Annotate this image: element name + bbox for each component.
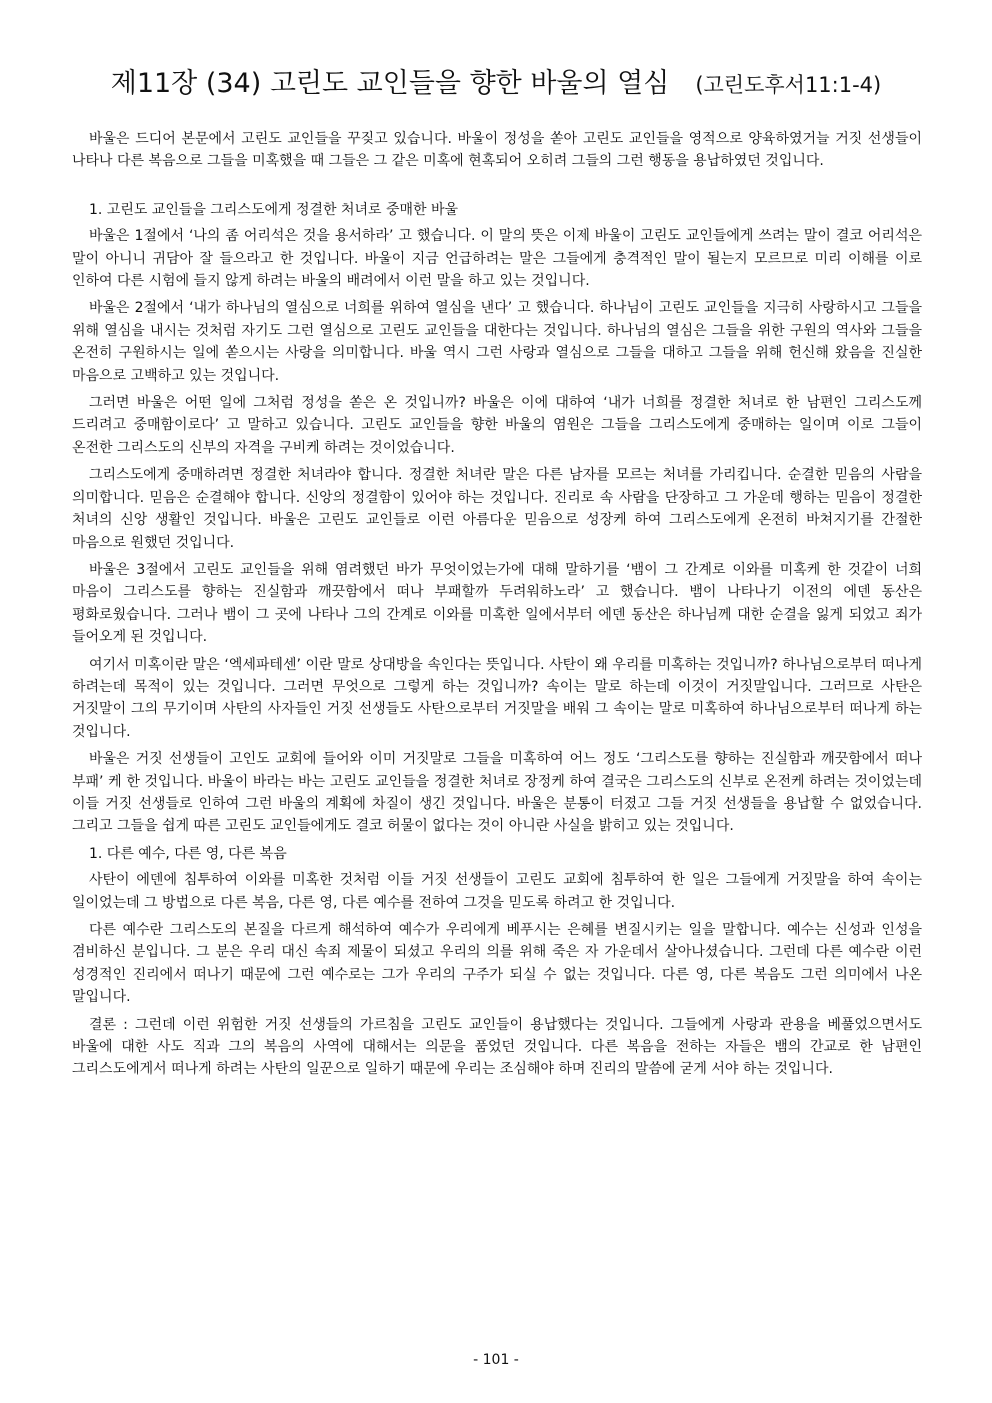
body-paragraph: 그러면 바울은 어떤 일에 그처럼 정성을 쏟은 온 것입니까? 바울은 이에 대하여 ‘내가 너희를 정결한 처녀로 한 남편인 그리스도께 드리려고 중매함이로다’ 고 말하고 있습니다. 고린도 교인들을 향한 바울의 염원은 그들을 그리스도에게 중매하는 일이며 이로 그들이 온전한 그리스도의 신부의 자격을 구비케 하려는 것이었습니다. [72,395,922,456]
section-2-heading: 1. 다른 예수, 다른 영, 다른 복음 [89,845,287,862]
scripture-reference: (고린도후서11:1-4) [695,73,882,97]
intro-paragraph: 바울은 드디어 본문에서 고린도 교인들을 꾸짖고 있습니다. 바울이 정성을 쏟아 고린도 교인들을 영적으로 양육하였거늘 거짓 선생들이 나타나 다른 복음으로 그들을 미혹했을 때 그들은 그 같은 미혹에 현혹되어 오히려 그들의 그런 행동을 용납하였던 것입니다. [72,131,922,170]
page-title [0,64,992,105]
document-body [72,128,922,1086]
body-paragraph: 여기서 미혹이란 말은 ‘엑세파테센’ 이란 말로 상대방을 속인다는 뜻입니다. 사탄이 왜 우리를 미혹하는 것입니까? 하나님으로부터 떠나게 하려는데 목적이 있는 것입니다. 그러면 무엇으로 그렇게 하는 것입니까? 속이는 말로 하는데 이것이 거짓말입니다. 그러므로 사탄은 거짓말이 그의 무기이며 사탄의 사자들인 거짓 선생들도 사탄으로부터 거짓말을 배워 그 속이는 말로 미혹하여 하나님으로부터 떠나게 하는 것입니다. [72,656,922,740]
body-paragraph: 그리스도에게 중매하려면 정결한 처녀라야 합니다. 정결한 처녀란 말은 다른 남자를 모르는 처녀를 가리킵니다. 순결한 믿음의 사람을 의미합니다. 믿음은 순결해야 합니다. 신앙의 정결함이 있어야 하는 것입니다. 진리로 속 사람을 단장하고 그 가운데 행하는 믿음이 정결한 처녀의 신앙 생활인 것입니다. 바울은 고린도 교인들로 이런 아름다운 믿음으로 성장케 하여 그리스도에게 온전히 바쳐지기를 간절한 마음으로 원했던 것입니다. [72,467,922,551]
chapter-title: 제11장 (34) 고린도 교인들을 향한 바울의 열심 [110,68,670,99]
section-1-heading: 1. 고린도 교인들을 그리스도에게 정결한 처녀로 중매한 바울 [89,201,459,218]
body-paragraph: 바울은 1절에서 ‘나의 좀 어리석은 것을 용서하라’ 고 했습니다. 이 말의 뜻은 이제 바울이 고린도 교인들에게 쓰려는 말이 결코 어리석은 말이 아니니 귀담아 잘 들으라고 한 것입니다. 바울이 지금 언급하려는 말은 그들에게 충격적인 말이 될는지 모르므로 미리 이해를 이로 인하여 다른 시험에 들지 않게 하려는 바울의 배려에서 이런 말을 하고 있는 것입니다. [72,228,922,290]
body-paragraph: 바울은 거짓 선생들이 고인도 교회에 들어와 이미 거짓말로 그들을 미혹하여 어느 정도 ‘그리스도를 향하는 진실함과 깨끗함에서 떠나 부패’ 케 한 것입니다. 바울이 바라는 바는 고린도 교인들을 정결한 처녀로 장정케 하여 결국은 그리스도의 신부로 온전케 하려는 것이었는데 이들 거짓 선생들로 인하여 그런 바울의 계획에 차질이 생긴 것입니다. 바울은 분통이 터졌고 그들 거짓 선생들을 용납할 수 없었습니다. 그리고 그들을 쉽게 따른 고린도 교인들에게도 결코 허물이 없다는 것이 아니란 사실을 밝히고 있는 것입니다. [72,751,922,835]
body-paragraph: 사탄이 에덴에 침투하여 이와를 미혹한 것처럼 이들 거짓 선생들이 고린도 교회에 침투하여 한 일은 그들에게 거짓말을 하여 속이는 일이었는데 그 방법으로 다른 복음, 다른 영, 다른 예수를 전하여 그것을 믿도록 하려고 한 것입니다. [72,872,922,911]
conclusion-paragraph: 결론 : 그런데 이런 위험한 거짓 선생들의 가르침을 고린도 교인들이 용납했다는 것입니다. 그들에게 사랑과 관용을 베풀었으면서도 바울에 대한 사도 직과 그의 복음의 사역에 대해서는 의문을 품었던 것입니다. 다른 복음을 전하는 자들은 뱀의 간교로 한 남편인 그리스도에게서 떠나게 하려는 사탄의 일꾼으로 일하기 때문에 우리는 조심해야 하며 진리의 말씀에 굳게 서야 하는 것입니다. [72,1016,922,1078]
body-paragraph: 바울은 3절에서 고린도 교인들을 위해 염려했던 바가 무엇이었는가에 대해 말하기를 ‘뱀이 그 간계로 이와를 미혹케 한 것같이 너희 마음이 그리스도를 향하는 진실함과 깨끗함에서 떠나 부패할까 두려워하노라’ 고 했습니다. 뱀이 나타나기 이전의 에덴 동산은 평화로웠습니다. 그러나 뱀이 그 곳에 나타나 그의 간계로 이와를 미혹한 일에서부터 에덴 동산은 하나님께 대한 순결을 잃게 되었고 죄가 들어오게 된 것입니다. [72,561,922,646]
body-paragraph: 다른 예수란 그리스도의 본질을 다르게 해석하여 예수가 우리에게 베푸시는 은혜를 변질시키는 일을 말합니다. 예수는 신성과 인성을 겸비하신 분입니다. 그 분은 우리 대신 속죄 제물이 되셨고 우리의 의를 위해 죽은 자 가운데서 살아나셨습니다. 그런데 다른 예수란 이런 성경적인 진리에서 떠나기 때문에 그런 예수로는 그가 우리의 구주가 되실 수 없는 것입니다. 다른 영, 다른 복음도 그런 의미에서 나온 말입니다. [72,922,922,1006]
page-number: - 101 - [473,1352,519,1368]
body-paragraph: 바울은 2절에서 ‘내가 하나님의 열심으로 너희를 위하여 열심을 낸다’ 고 했습니다. 하나님이 고린도 교인들을 지극히 사랑하시고 그들을 위해 열심을 내시는 것처럼 자기도 그런 열심으로 고린도 교인들을 대한다는 것입니다. 하나님의 열심은 그들을 위한 구원의 역사와 그들을 온전히 구원하시는 일에 쏟으시는 사랑을 의미합니다. 바울 역시 그런 사랑과 열심으로 그들을 대하고 그들을 위해 헌신해 왔음을 진실한 마음으로 고백하고 있는 것입니다. [72,300,922,384]
